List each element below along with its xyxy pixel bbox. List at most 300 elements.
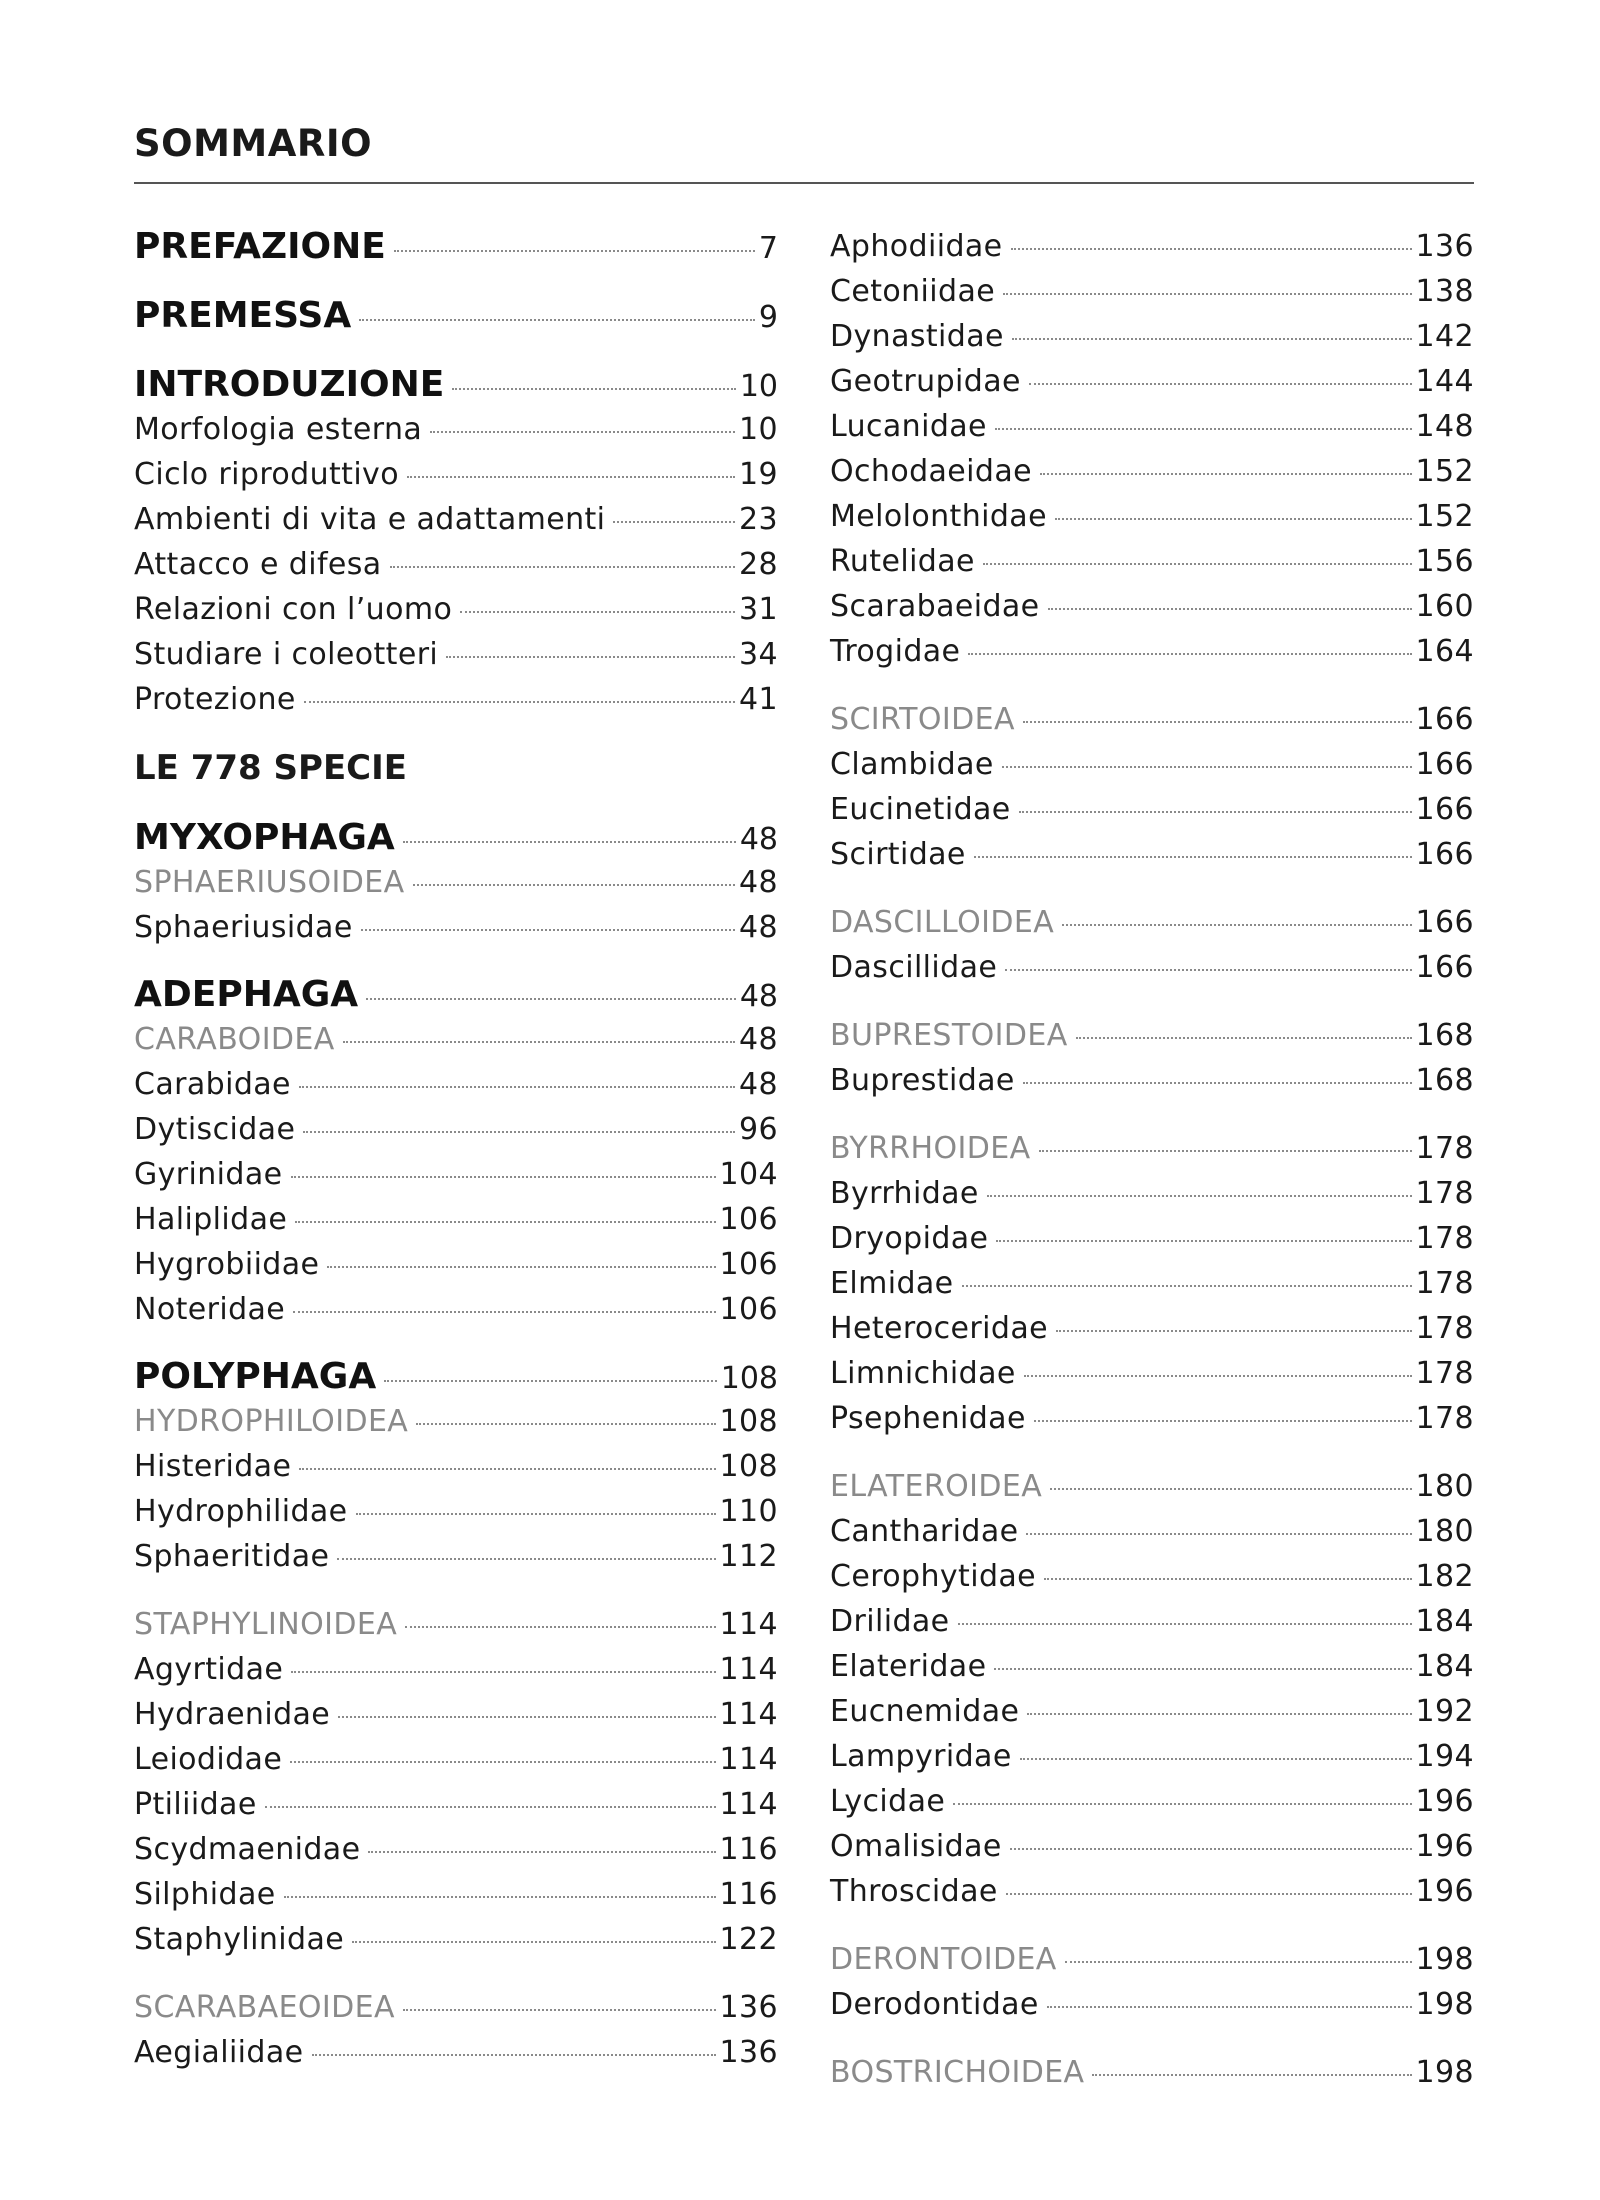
- toc-entry-label: ELATEROIDEA: [830, 1469, 1043, 1504]
- dot-leader: [295, 1220, 715, 1223]
- toc-entry-page: 23: [739, 502, 778, 537]
- dot-leader: [366, 997, 736, 1000]
- toc-entry-page: 104: [719, 1157, 778, 1192]
- dot-leader: [290, 1760, 715, 1763]
- toc-entry-page: 166: [1415, 792, 1474, 827]
- toc-entry-page: 41: [739, 682, 778, 717]
- toc-entry[interactable]: [830, 539, 1474, 584]
- toc-entry[interactable]: [830, 224, 1474, 269]
- toc-entry-label: Leiodidae: [134, 1742, 283, 1777]
- toc-entry-page: 108: [719, 1404, 778, 1439]
- toc-entry-label: Dascillidae: [830, 950, 998, 985]
- toc-entry[interactable]: [830, 1599, 1474, 1644]
- dot-leader: [291, 1670, 715, 1673]
- toc-entry-page: 28: [739, 547, 778, 582]
- toc-entry[interactable]: [134, 1152, 778, 1197]
- toc-entry-page: 148: [1415, 409, 1474, 444]
- dot-leader: [1023, 1081, 1412, 1084]
- dot-leader: [958, 1622, 1412, 1625]
- toc-entry[interactable]: [134, 452, 778, 497]
- toc-entry[interactable]: [134, 1242, 778, 1287]
- toc-entry-page: 48: [739, 979, 778, 1014]
- title-divider: [134, 182, 1474, 184]
- toc-entry[interactable]: [134, 1917, 778, 1962]
- toc-entry[interactable]: [830, 629, 1474, 674]
- toc-entry[interactable]: [134, 1737, 778, 1782]
- toc-entry-page: 184: [1415, 1604, 1474, 1639]
- toc-entry-page: 156: [1415, 544, 1474, 579]
- dot-leader: [390, 565, 735, 568]
- toc-entry-label: Heteroceridae: [830, 1311, 1048, 1346]
- toc-entry[interactable]: [830, 1396, 1474, 1441]
- toc-entry-page: 136: [719, 1990, 778, 2025]
- toc-entry-page: 116: [719, 1832, 778, 1867]
- toc-left-column: [134, 224, 778, 2075]
- toc-entry-page: 122: [719, 1922, 778, 1957]
- toc-entry[interactable]: [830, 1216, 1474, 1261]
- toc-entry-label: PREMESSA: [134, 295, 352, 336]
- toc-entry-label: Clambidae: [830, 747, 994, 782]
- toc-entry[interactable]: [830, 787, 1474, 832]
- toc-entry-page: 144: [1415, 364, 1474, 399]
- dot-leader: [968, 652, 1411, 655]
- toc-entry-page: 7: [758, 231, 778, 266]
- toc-entry-page: 152: [1415, 499, 1474, 534]
- dot-leader: [403, 840, 736, 843]
- toc-entry[interactable]: [134, 972, 778, 1017]
- toc-entry-page: 194: [1415, 1739, 1474, 1774]
- toc-entry-page: 196: [1415, 1874, 1474, 1909]
- dot-leader: [1023, 720, 1412, 723]
- dot-leader: [1019, 810, 1412, 813]
- dot-leader: [983, 562, 1412, 565]
- dot-leader: [446, 655, 735, 658]
- toc-entry[interactable]: [830, 945, 1474, 990]
- toc-entry-label: Lucanidae: [830, 409, 987, 444]
- toc-entry-label: Hygrobiidae: [134, 1247, 320, 1282]
- toc-entry-page: 166: [1415, 905, 1474, 940]
- toc-entry-page: 48: [739, 1022, 778, 1057]
- toc-entry[interactable]: [134, 860, 778, 905]
- dot-leader: [368, 1850, 715, 1853]
- dot-leader: [430, 430, 735, 433]
- toc-entry-page: 48: [739, 910, 778, 945]
- toc-entry-page: 196: [1415, 1784, 1474, 1819]
- dot-leader: [356, 1512, 716, 1515]
- toc-entry[interactable]: [830, 2050, 1474, 2095]
- toc-entry[interactable]: [134, 362, 778, 407]
- toc-entry-label: Derodontidae: [830, 1987, 1039, 2022]
- toc-entry[interactable]: [830, 1261, 1474, 1306]
- toc-entry[interactable]: [830, 359, 1474, 404]
- dot-leader: [452, 387, 735, 390]
- toc-entry-label: ADEPHAGA: [134, 974, 359, 1015]
- toc-entry-label: Lycidae: [830, 1784, 946, 1819]
- toc-entry[interactable]: [134, 815, 778, 860]
- toc-entry-page: 180: [1415, 1469, 1474, 1504]
- toc-entry-label: Elateridae: [830, 1649, 987, 1684]
- dot-leader: [265, 1805, 716, 1808]
- toc-entry-label: Elmidae: [830, 1266, 954, 1301]
- toc-entry[interactable]: [134, 1602, 778, 1647]
- dot-leader: [291, 1175, 716, 1178]
- toc-entry-page: 152: [1415, 454, 1474, 489]
- toc-entry-label: DERONTOIDEA: [830, 1942, 1057, 1977]
- toc-entry[interactable]: [134, 1827, 778, 1872]
- toc-entry[interactable]: [830, 1779, 1474, 1824]
- toc-entry-label: Ciclo riproduttivo: [134, 457, 399, 492]
- toc-entry-label: Studiare i coleotteri: [134, 637, 439, 672]
- dot-leader: [284, 1895, 716, 1898]
- toc-entry-page: 168: [1415, 1063, 1474, 1098]
- toc-entry-label: Cerophytidae: [830, 1559, 1037, 1594]
- toc-entry[interactable]: [134, 1354, 778, 1399]
- toc-entry-label: Gyrinidae: [134, 1157, 283, 1192]
- dot-leader: [1026, 1532, 1411, 1535]
- toc-entry[interactable]: [134, 542, 778, 587]
- toc-entry-label: Byrrhidae: [830, 1176, 979, 1211]
- toc-entry-label: SCARABAEOIDEA: [134, 1990, 395, 2025]
- toc-entry-page: 178: [1415, 1401, 1474, 1436]
- toc-entry[interactable]: [830, 1734, 1474, 1779]
- toc-entry-page: 196: [1415, 1829, 1474, 1864]
- toc-entry-page: 178: [1415, 1221, 1474, 1256]
- dot-leader: [1048, 607, 1412, 610]
- toc-entry-label: Rutelidae: [830, 544, 975, 579]
- dot-leader: [405, 1625, 715, 1628]
- toc-entry[interactable]: [134, 905, 778, 950]
- toc-entry-label: Haliplidae: [134, 1202, 288, 1237]
- dot-leader: [1050, 1487, 1411, 1490]
- dot-leader: [337, 1557, 715, 1560]
- toc-entry-label: Eucnemidae: [830, 1694, 1020, 1729]
- toc-entry-page: 184: [1415, 1649, 1474, 1684]
- dot-leader: [1034, 1419, 1412, 1422]
- toc-entry-page: 108: [719, 1449, 778, 1484]
- toc-entry[interactable]: [830, 1013, 1474, 1058]
- toc-entry-label: INTRODUZIONE: [134, 364, 445, 405]
- toc-entry-page: 136: [1415, 229, 1474, 264]
- toc-entry[interactable]: [134, 1692, 778, 1737]
- dot-leader: [962, 1284, 1412, 1287]
- dot-leader: [359, 318, 755, 321]
- toc-entry-label: Throscidae: [830, 1874, 998, 1909]
- toc-entry[interactable]: [830, 832, 1474, 877]
- toc-entry-page: 166: [1415, 747, 1474, 782]
- dot-leader: [312, 2053, 716, 2056]
- toc-entry[interactable]: [134, 746, 778, 791]
- toc-entry-page: 34: [739, 637, 778, 672]
- dot-leader: [1027, 1712, 1411, 1715]
- toc-entry[interactable]: [134, 407, 778, 452]
- toc-entry[interactable]: [830, 1509, 1474, 1554]
- toc-entry-label: SPHAERIUSOIDEA: [134, 865, 405, 900]
- dot-leader: [343, 1040, 735, 1043]
- toc-entry[interactable]: [134, 1107, 778, 1152]
- toc-entry[interactable]: [134, 224, 778, 269]
- toc-entry-label: Ambienti di vita e adattamenti: [134, 502, 606, 537]
- toc-entry[interactable]: [134, 293, 778, 338]
- toc-entry-page: 112: [719, 1539, 778, 1574]
- toc-entry-page: 178: [1415, 1131, 1474, 1166]
- toc-entry-page: 138: [1415, 274, 1474, 309]
- toc-entry-page: 48: [739, 822, 778, 857]
- toc-entry[interactable]: [830, 584, 1474, 629]
- toc-entry[interactable]: [830, 269, 1474, 314]
- toc-entry[interactable]: [830, 697, 1474, 742]
- toc-entry-label: Agyrtidae: [134, 1652, 284, 1687]
- toc-entry-page: 142: [1415, 319, 1474, 354]
- toc-entry[interactable]: [134, 1399, 778, 1444]
- toc-entry-label: Histeridae: [134, 1449, 292, 1484]
- toc-entry[interactable]: [830, 1869, 1474, 1914]
- toc-entry-label: Hydrophilidae: [134, 1494, 348, 1529]
- toc-entry-label: Trogidae: [830, 634, 961, 669]
- toc-entry[interactable]: [134, 1985, 778, 2030]
- toc-entry-page: 182: [1415, 1559, 1474, 1594]
- dot-leader: [403, 2008, 716, 2011]
- toc-entry-label: STAPHYLINOIDEA: [134, 1607, 398, 1642]
- toc-entry-label: PREFAZIONE: [134, 226, 386, 267]
- toc-entry-label: Hydraenidae: [134, 1697, 331, 1732]
- toc-entry[interactable]: [830, 1351, 1474, 1396]
- toc-entry-label: Protezione: [134, 682, 296, 717]
- toc-entry-label: DASCILLOIDEA: [830, 905, 1055, 940]
- toc-entry-page: 106: [719, 1202, 778, 1237]
- toc-entry-page: 164: [1415, 634, 1474, 669]
- toc-entry-page: 178: [1415, 1266, 1474, 1301]
- dot-leader: [460, 610, 735, 613]
- toc-entry-page: 114: [719, 1697, 778, 1732]
- toc-entry-label: Scarabaeidae: [830, 589, 1040, 624]
- toc-entry-label: LE 778 SPECIE: [134, 748, 407, 788]
- dot-leader: [384, 1379, 717, 1382]
- toc-entry-label: Melolonthidae: [830, 499, 1047, 534]
- dot-leader: [1029, 382, 1412, 385]
- toc-entry-page: 168: [1415, 1018, 1474, 1053]
- dot-leader: [1040, 472, 1412, 475]
- dot-leader: [1076, 1036, 1412, 1039]
- toc-entry-label: Staphylinidae: [134, 1922, 345, 1957]
- dot-leader: [995, 427, 1412, 430]
- toc-entry[interactable]: [830, 1306, 1474, 1351]
- toc-entry-page: 198: [1415, 1942, 1474, 1977]
- toc-entry-label: Eucinetidae: [830, 792, 1011, 827]
- toc-entry-label: CARABOIDEA: [134, 1022, 335, 1057]
- toc-entry[interactable]: [134, 2030, 778, 2075]
- toc-entry[interactable]: [830, 742, 1474, 787]
- toc-entry-label: Noteridae: [134, 1292, 286, 1327]
- toc-entry-label: Lampyridae: [830, 1739, 1012, 1774]
- toc-entry[interactable]: [830, 314, 1474, 359]
- toc-entry-page: 110: [719, 1494, 778, 1529]
- dot-leader: [1024, 1374, 1412, 1377]
- dot-leader: [1044, 1577, 1412, 1580]
- dot-leader: [974, 855, 1412, 858]
- dot-leader: [407, 475, 735, 478]
- toc-entry-page: 198: [1415, 2055, 1474, 2090]
- toc-entry-label: Dynastidae: [830, 319, 1004, 354]
- toc-entry[interactable]: [830, 1464, 1474, 1509]
- dot-leader: [994, 1667, 1411, 1670]
- dot-leader: [413, 883, 736, 886]
- toc-entry[interactable]: [134, 497, 778, 542]
- toc-entry[interactable]: [830, 1126, 1474, 1171]
- toc-entry-page: 136: [719, 2035, 778, 2070]
- dot-leader: [303, 1130, 735, 1133]
- toc-entry-page: 114: [719, 1787, 778, 1822]
- toc-entry-label: Attacco e difesa: [134, 547, 382, 582]
- toc-entry[interactable]: [134, 677, 778, 722]
- dot-leader: [1002, 765, 1412, 768]
- toc-entry-label: BUPRESTOIDEA: [830, 1018, 1068, 1053]
- toc-entry-page: 166: [1415, 950, 1474, 985]
- toc-entry-page: 48: [739, 865, 778, 900]
- toc-entry[interactable]: [830, 449, 1474, 494]
- dot-leader: [1092, 2073, 1411, 2076]
- toc-entry-page: 10: [739, 369, 778, 404]
- toc-entry-label: Aegialiidae: [134, 2035, 304, 2070]
- dot-leader: [352, 1940, 715, 1943]
- dot-leader: [1012, 337, 1412, 340]
- toc-entry-label: SCIRTOIDEA: [830, 702, 1015, 737]
- toc-entry-label: Cetoniidae: [830, 274, 996, 309]
- dot-leader: [1065, 1960, 1412, 1963]
- toc-entry-page: 106: [719, 1292, 778, 1327]
- toc-entry-page: 178: [1415, 1176, 1474, 1211]
- toc-entry-page: 180: [1415, 1514, 1474, 1549]
- dot-leader: [1003, 292, 1411, 295]
- toc-entry-page: 114: [719, 1742, 778, 1777]
- toc-entry-label: Limnichidae: [830, 1356, 1016, 1391]
- toc-entry[interactable]: [830, 1644, 1474, 1689]
- toc-entry-label: Dryopidae: [830, 1221, 989, 1256]
- toc-entry-label: Scydmaenidae: [134, 1832, 361, 1867]
- dot-leader: [361, 928, 735, 931]
- dot-leader: [987, 1194, 1412, 1197]
- toc-entry-label: Psephenidae: [830, 1401, 1026, 1436]
- dot-leader: [327, 1265, 715, 1268]
- toc-entry[interactable]: [134, 1782, 778, 1827]
- toc-entry-label: Aphodiidae: [830, 229, 1003, 264]
- page-title: SOMMARIO: [134, 122, 373, 165]
- dot-leader: [1011, 247, 1412, 250]
- toc-entry-page: 108: [720, 1361, 778, 1396]
- toc-entry[interactable]: [134, 1197, 778, 1242]
- toc-entry-page: 116: [719, 1877, 778, 1912]
- dot-leader: [299, 1085, 735, 1088]
- toc-entry[interactable]: [134, 1647, 778, 1692]
- toc-entry-page: 96: [739, 1112, 778, 1147]
- toc-entry[interactable]: [134, 1534, 778, 1579]
- toc-right-column: [830, 224, 1474, 2095]
- toc-entry-page: 48: [739, 1067, 778, 1102]
- dot-leader: [953, 1802, 1411, 1805]
- dot-leader: [1039, 1149, 1412, 1152]
- toc-entry[interactable]: [830, 1824, 1474, 1869]
- toc-entry-page: 192: [1415, 1694, 1474, 1729]
- toc-entry-label: Carabidae: [134, 1067, 291, 1102]
- toc-entry-label: Relazioni con l’uomo: [134, 592, 453, 627]
- toc-entry-page: 198: [1415, 1987, 1474, 2022]
- toc-entry[interactable]: [830, 404, 1474, 449]
- toc-entry-label: BOSTRICHOIDEA: [830, 2055, 1085, 2090]
- toc-entry[interactable]: [134, 1489, 778, 1534]
- dot-leader: [613, 520, 735, 523]
- toc-entry[interactable]: [830, 1554, 1474, 1599]
- dot-leader: [1062, 923, 1411, 926]
- toc-entry-page: 166: [1415, 702, 1474, 737]
- toc-entry[interactable]: [134, 1287, 778, 1332]
- toc-entry-label: Silphidae: [134, 1877, 276, 1912]
- dot-leader: [1010, 1847, 1412, 1850]
- toc-entry[interactable]: [830, 1689, 1474, 1734]
- toc-entry-label: Cantharidae: [830, 1514, 1019, 1549]
- toc-entry-page: 166: [1415, 837, 1474, 872]
- dot-leader: [293, 1310, 715, 1313]
- dot-leader: [338, 1715, 715, 1718]
- dot-leader: [1056, 1329, 1412, 1332]
- dot-leader: [1005, 968, 1411, 971]
- toc-entry[interactable]: [134, 1444, 778, 1489]
- toc-entry[interactable]: [134, 1062, 778, 1107]
- toc-entry-label: Scirtidae: [830, 837, 966, 872]
- toc-entry[interactable]: [830, 1982, 1474, 2027]
- toc-entry[interactable]: [830, 1171, 1474, 1216]
- toc-entry-page: 10: [739, 412, 778, 447]
- toc-entry[interactable]: [830, 900, 1474, 945]
- toc-entry-page: 19: [739, 457, 778, 492]
- dot-leader: [299, 1467, 715, 1470]
- toc-entry[interactable]: [134, 1872, 778, 1917]
- toc-entry-label: Geotrupidae: [830, 364, 1021, 399]
- toc-entry-page: 31: [739, 592, 778, 627]
- toc-entry-label: Sphaeriusidae: [134, 910, 353, 945]
- toc-entry-label: Dytiscidae: [134, 1112, 296, 1147]
- dot-leader: [1006, 1892, 1412, 1895]
- toc-entry-page: 114: [719, 1607, 778, 1642]
- toc-entry[interactable]: [830, 494, 1474, 539]
- dot-leader: [1047, 2005, 1412, 2008]
- dot-leader: [416, 1422, 715, 1425]
- toc-entry-label: MYXOPHAGA: [134, 817, 395, 858]
- toc-entry-label: POLYPHAGA: [134, 1356, 377, 1397]
- toc-entry-label: Ochodaeidae: [830, 454, 1032, 489]
- toc-entry-page: 178: [1415, 1356, 1474, 1391]
- toc-entry[interactable]: [134, 587, 778, 632]
- toc-entry-label: Buprestidae: [830, 1063, 1015, 1098]
- dot-leader: [304, 700, 735, 703]
- toc-entry-page: 9: [758, 300, 778, 335]
- toc-entry-page: 106: [719, 1247, 778, 1282]
- toc-entry[interactable]: [134, 632, 778, 677]
- toc-entry-label: Omalisidae: [830, 1829, 1002, 1864]
- toc-entry-label: Morfologia esterna: [134, 412, 423, 447]
- toc-entry[interactable]: [830, 1058, 1474, 1103]
- dot-leader: [1055, 517, 1412, 520]
- toc-entry-label: Drilidae: [830, 1604, 950, 1639]
- toc-entry-label: BYRRHOIDEA: [830, 1131, 1031, 1166]
- toc-entry-label: Sphaeritidae: [134, 1539, 330, 1574]
- toc-entry[interactable]: [134, 1017, 778, 1062]
- toc-entry-page: 160: [1415, 589, 1474, 624]
- toc-entry-page: 114: [719, 1652, 778, 1687]
- toc-entry-label: Ptiliidae: [134, 1787, 257, 1822]
- toc-entry-label: HYDROPHILOIDEA: [134, 1404, 409, 1439]
- toc-entry[interactable]: [830, 1937, 1474, 1982]
- dot-leader: [394, 249, 755, 252]
- dot-leader: [1020, 1757, 1412, 1760]
